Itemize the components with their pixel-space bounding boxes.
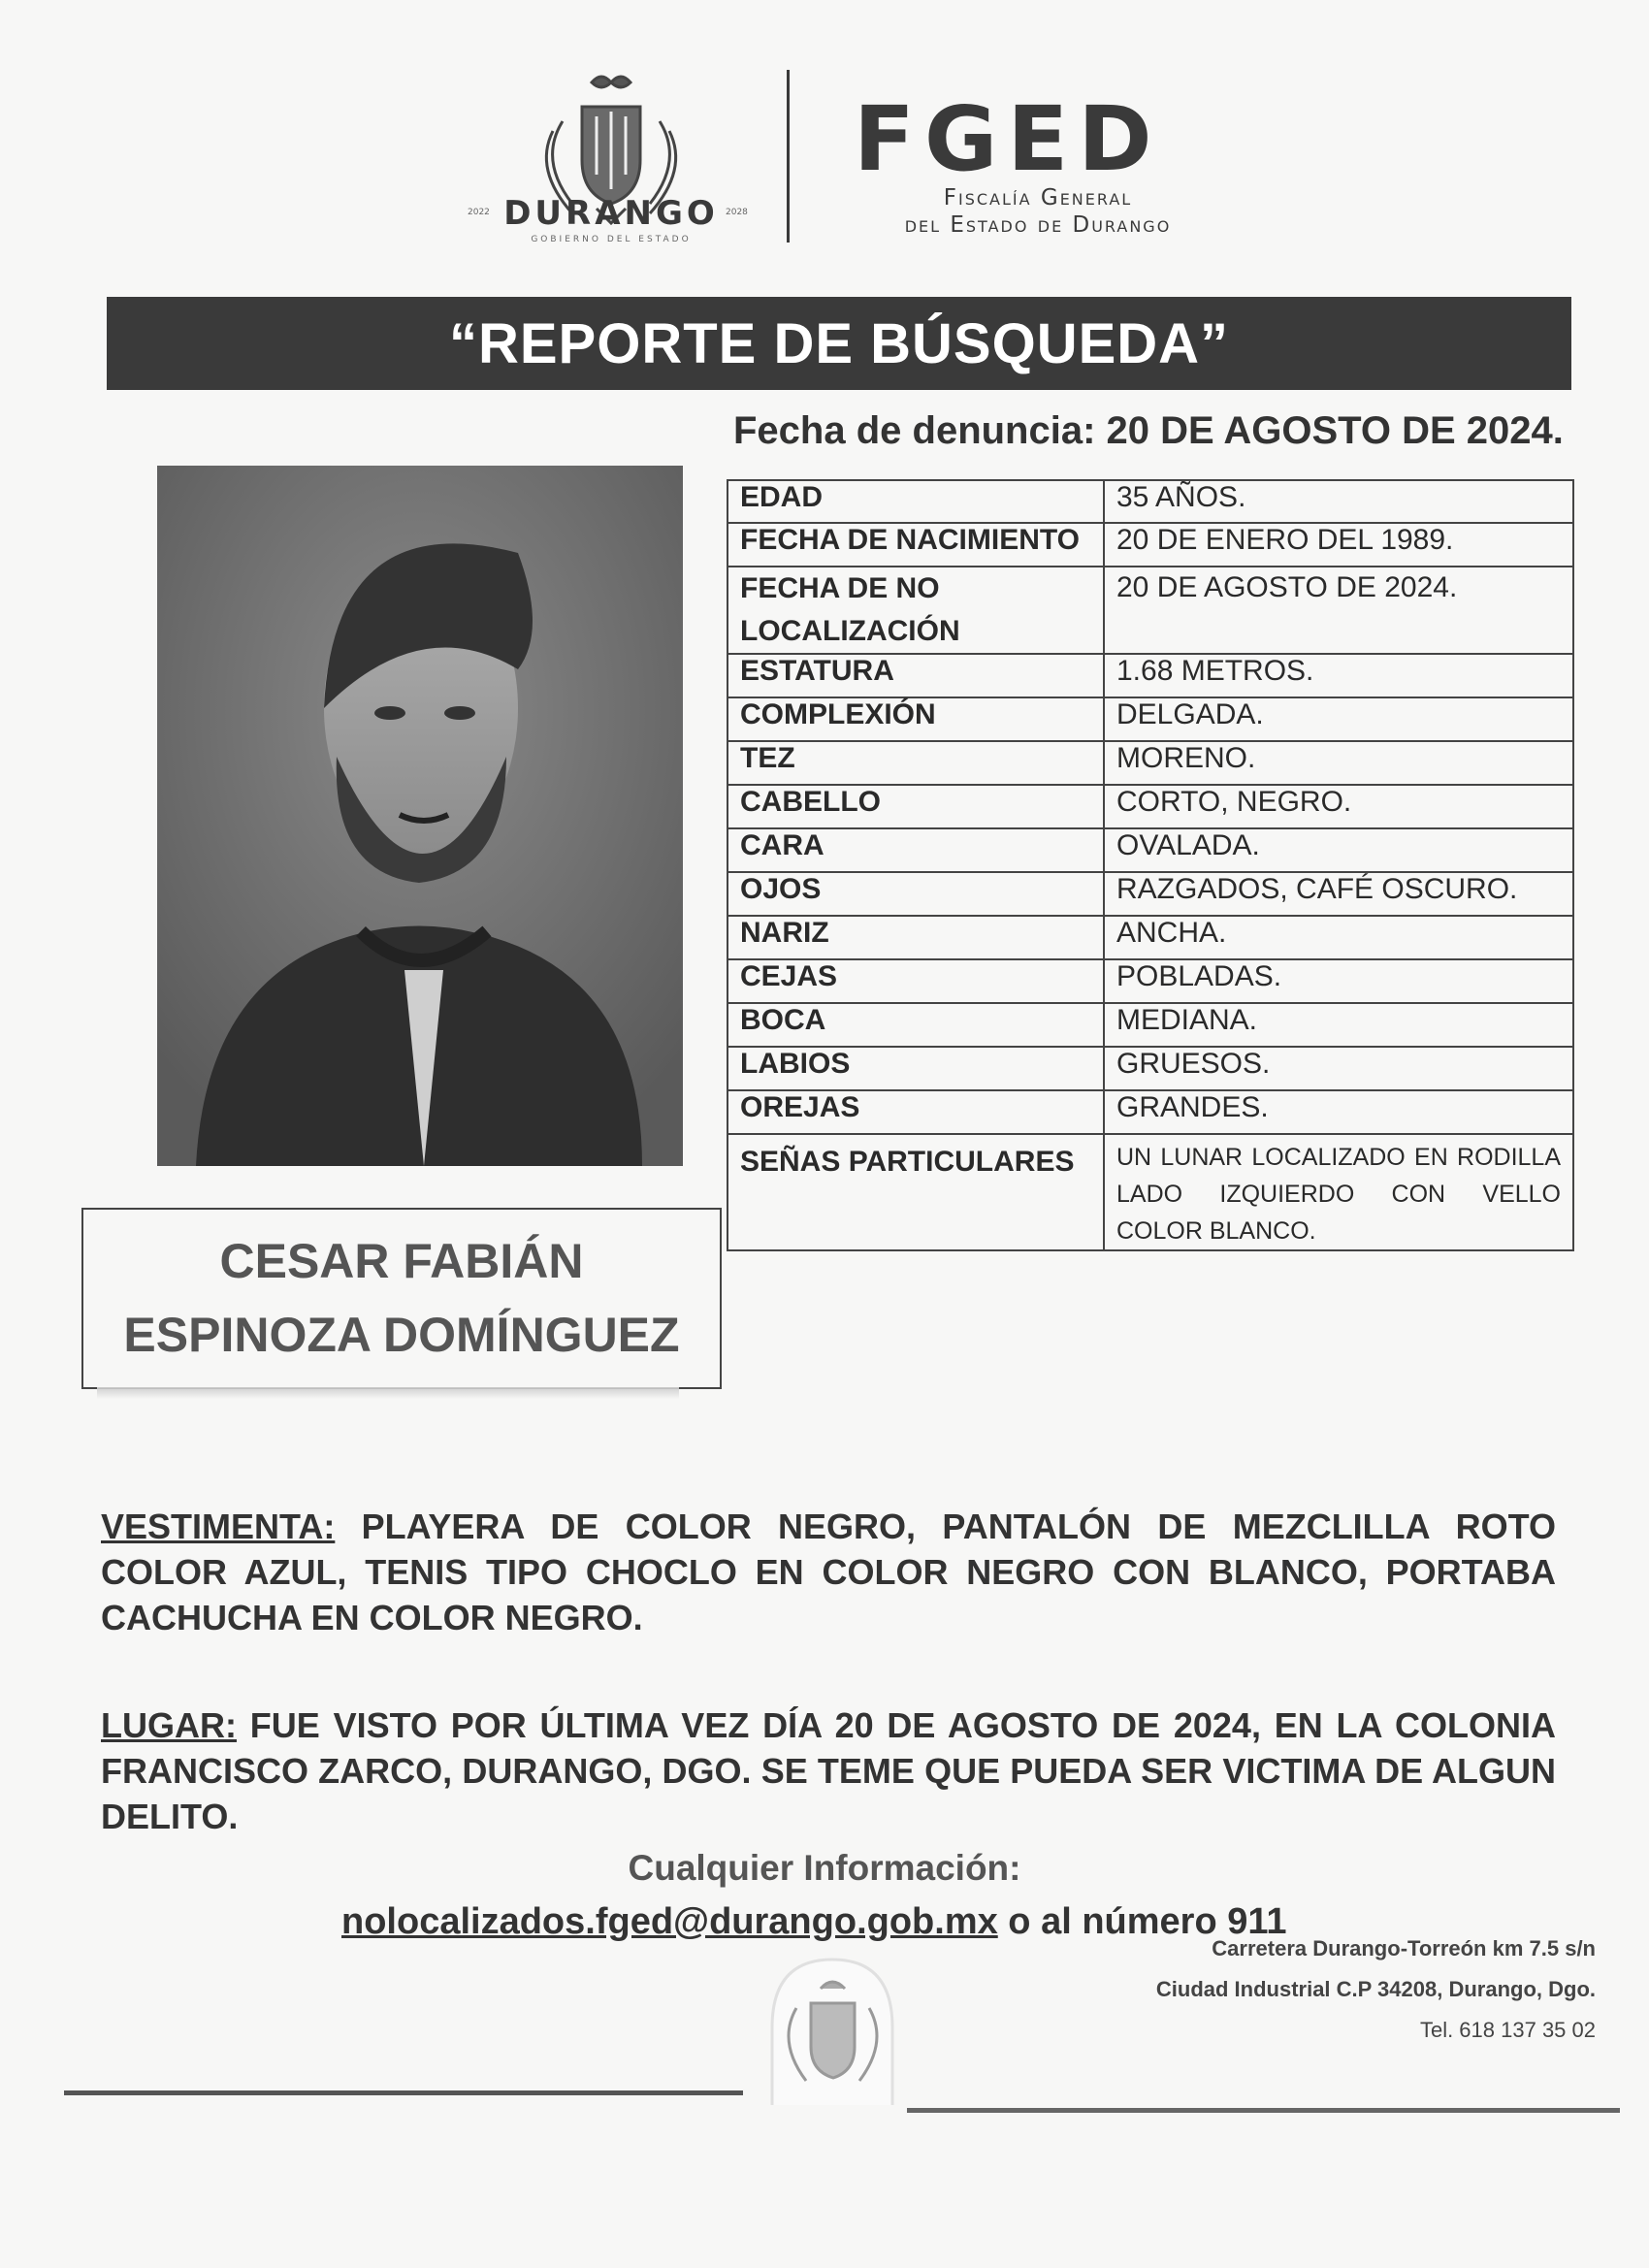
detail-value: 20 DE ENERO DEL 1989.	[1104, 523, 1573, 567]
table-row	[728, 785, 1573, 828]
header-divider	[787, 70, 790, 243]
address-block	[1057, 1928, 1596, 2051]
contact-title: Cualquier Información:	[628, 1848, 1021, 1888]
address-line2: Ciudad Industrial C.P 34208, Durango, Dgo.	[1155, 1977, 1596, 2001]
detail-value: CORTO, NEGRO.	[1104, 785, 1573, 828]
detail-value: GRUESOS.	[1104, 1047, 1573, 1090]
person-photo	[157, 466, 683, 1166]
fged-logo: FGED	[854, 87, 1162, 191]
table-row	[728, 1134, 1573, 1250]
address-line1: Carretera Durango-Torreón km 7.5 s/n	[1212, 1936, 1596, 1960]
table-row	[728, 523, 1573, 567]
address-phone: Tel. 618 137 35 02	[1419, 2018, 1596, 2042]
detail-value: MEDIANA.	[1104, 1003, 1573, 1047]
table-row	[728, 697, 1573, 741]
name-box-shadow	[97, 1387, 679, 1399]
page-title: “REPORTE DE BÚSQUEDA”	[448, 311, 1230, 375]
report-date: Fecha de denuncia: 20 DE AGOSTO DE 2024.	[733, 409, 1564, 452]
title-bar	[107, 297, 1571, 390]
detail-value: 20 DE AGOSTO DE 2024.	[1104, 567, 1573, 654]
durango-wordmark: DURANGO	[503, 194, 719, 233]
detail-value: OVALADA.	[1104, 828, 1573, 872]
contact-phone-text: o al número 911	[997, 1901, 1287, 1942]
fged-seal-icon	[753, 1950, 913, 2105]
table-row	[728, 480, 1573, 523]
detail-label: COMPLEXIÓN	[728, 697, 1104, 741]
table-row	[728, 1090, 1573, 1134]
detail-value: MORENO.	[1104, 741, 1573, 785]
details-table	[727, 479, 1574, 1251]
fged-subtitle	[854, 184, 1222, 239]
person-name-box	[81, 1208, 722, 1389]
detail-label: BOCA	[728, 1003, 1104, 1047]
year-left: 2022	[468, 208, 490, 217]
fged-subtitle-line1: Fiscalía General	[943, 185, 1133, 211]
detail-label: SEÑAS PARTICULARES	[728, 1134, 1104, 1250]
table-row	[728, 959, 1573, 1003]
table-row	[728, 654, 1573, 697]
detail-label: LABIOS	[728, 1047, 1104, 1090]
contact-email-link[interactable]: nolocalizados.fged@durango.gob.mx	[341, 1901, 998, 1942]
detail-value: 1.68 METROS.	[1104, 654, 1573, 697]
place-heading: LUGAR:	[101, 1705, 237, 1745]
fged-subtitle-line2: del Estado de Durango	[904, 212, 1172, 238]
place-text: FUE VISTO POR ÚLTIMA VEZ DÍA 20 DE AGOSTO DE 2024, EN LA COLONIA FRANCISCO ZARCO, DURANGO, DGO. SE TEME QUE PUEDA SER VICTIMA DE ALGUN DELITO.	[101, 1705, 1556, 1836]
table-row	[728, 916, 1573, 959]
footer-line-left	[64, 2090, 743, 2095]
detail-label: CEJAS	[728, 959, 1104, 1003]
detail-label: CARA	[728, 828, 1104, 872]
detail-value: POBLADAS.	[1104, 959, 1573, 1003]
detail-label: ESTATURA	[728, 654, 1104, 697]
durango-subtitle: GOBIERNO DEL ESTADO	[531, 235, 692, 244]
detail-label: NARIZ	[728, 916, 1104, 959]
detail-value: DELGADA.	[1104, 697, 1573, 741]
table-row	[728, 872, 1573, 916]
table-row	[728, 828, 1573, 872]
table-row	[728, 567, 1573, 654]
detail-label: FECHA DE NACIMIENTO	[728, 523, 1104, 567]
table-row	[728, 1003, 1573, 1047]
clothing-text: PLAYERA DE COLOR NEGRO, PANTALÓN DE MEZCLILLA ROTO COLOR AZUL, TENIS TIPO CHOCLO EN COLOR NEGRO CON BLANCO, PORTABA CACHUCHA EN COLOR NEGRO.	[101, 1507, 1556, 1637]
person-name-line1: CESAR FABIÁN	[219, 1234, 584, 1288]
detail-label: FECHA DE NO LOCALIZACIÓN	[728, 567, 1104, 654]
detail-label: OREJAS	[728, 1090, 1104, 1134]
detail-label: OJOS	[728, 872, 1104, 916]
person-name-line2: ESPINOZA DOMÍNGUEZ	[123, 1308, 680, 1362]
detail-label: CABELLO	[728, 785, 1104, 828]
detail-value: UN LUNAR LOCALIZADO EN RODILLA LADO IZQUIERDO CON VELLO COLOR BLANCO.	[1104, 1134, 1573, 1250]
table-row	[728, 741, 1573, 785]
detail-value: RAZGADOS, CAFÉ OSCURO.	[1104, 872, 1573, 916]
clothing-heading: VESTIMENTA:	[101, 1507, 336, 1546]
detail-label: EDAD	[728, 480, 1104, 523]
place-paragraph	[101, 1702, 1556, 1839]
detail-label: TEZ	[728, 741, 1104, 785]
detail-value: GRANDES.	[1104, 1090, 1573, 1134]
footer-line-right	[907, 2108, 1620, 2113]
table-row	[728, 1047, 1573, 1090]
detail-value: 35 AÑOS.	[1104, 480, 1573, 523]
detail-value: ANCHA.	[1104, 916, 1573, 959]
year-right: 2028	[726, 208, 748, 217]
clothing-paragraph	[101, 1504, 1556, 1640]
